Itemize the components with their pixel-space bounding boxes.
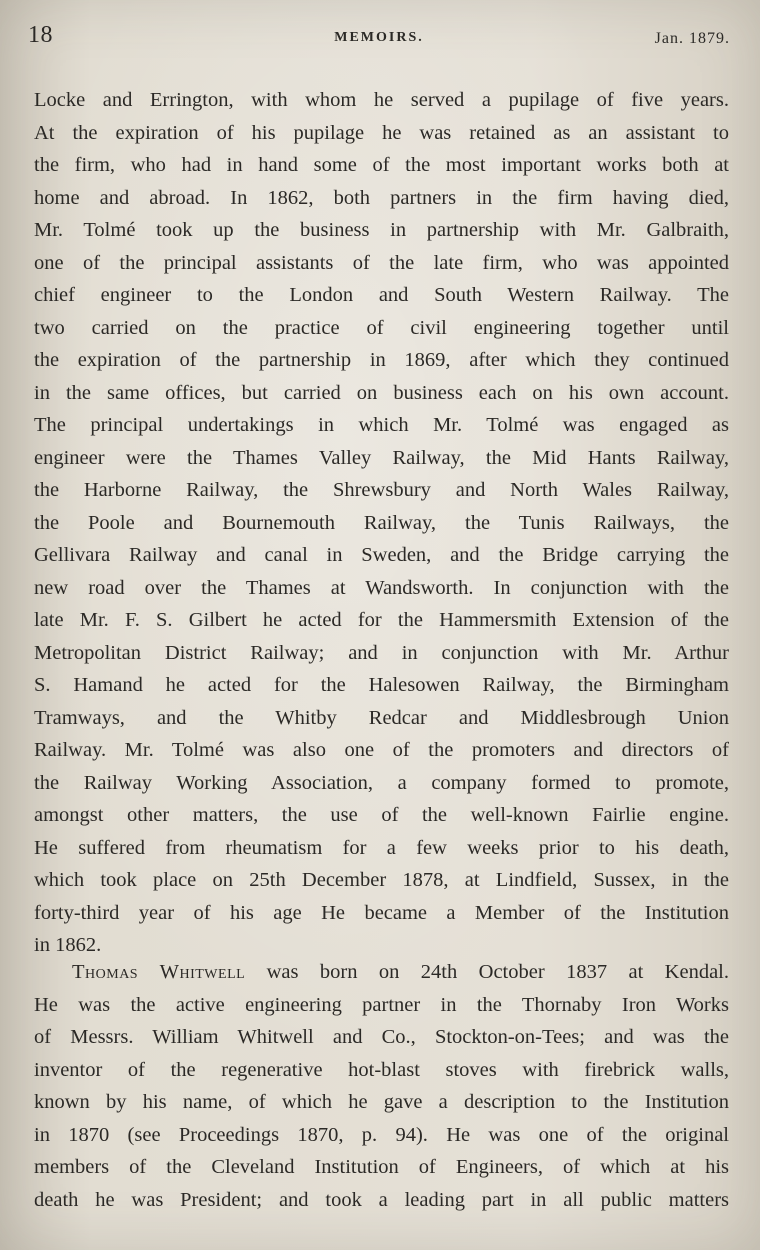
- memoir-subject-name: Thomas Whitwell: [72, 961, 246, 983]
- text-line: known by his name, of which he gave a description to the Institution: [34, 1091, 729, 1113]
- text-line: members of the Cleveland Institution of Engineers, of which at his: [34, 1156, 729, 1178]
- memoir-whitwell-paragraph: [34, 956, 729, 1216]
- text-line: forty-third year of his age He became a Member of the Institution: [34, 901, 729, 924]
- text-line: Metropolitan District Railway; and in conjunction with Mr. Arthur: [34, 641, 729, 664]
- text-line: the expiration of the partnership in 1869, after which they continued: [34, 349, 729, 371]
- text-line: S. Hamand he acted for the Halesowen Railway, the Birmingham: [34, 674, 729, 696]
- text-line: The principal undertakings in which Mr. Tolmé was engaged as: [34, 414, 729, 436]
- text-line: in 1870 (see Proceedings 1870, p. 94). He was one of the original: [34, 1123, 729, 1146]
- memoir-opening-line: [34, 956, 729, 989]
- memoir-tolme-paragraph: [34, 84, 729, 962]
- text-line: the firm, who had in hand some of the most important works both at: [34, 154, 729, 176]
- text-line: of Messrs. William Whitwell and Co., Stockton-on-Tees; and was the: [34, 1026, 729, 1048]
- text-line: home and abroad. In 1862, both partners in the firm having died,: [34, 186, 729, 209]
- text-line: new road over the Thames at Wandsworth. In conjunction with the: [34, 576, 729, 599]
- text-line: He was the active engineering partner in the Thornaby Iron Works: [34, 993, 729, 1016]
- running-head: [28, 22, 730, 56]
- section-title: MEMOIRS.: [334, 30, 424, 45]
- text-line: one of the principal assistants of the late firm, who was appointed: [34, 251, 729, 274]
- text-line: At the expiration of his pupilage he was retained as an assistant to: [34, 121, 729, 144]
- text-line: He suffered from rheumatism for a few weeks prior to his death,: [34, 836, 729, 859]
- text-line: Railway. Mr. Tolmé was also one of the promoters and directors of: [34, 739, 729, 761]
- text-line: chief engineer to the London and South Western Railway. The: [34, 284, 729, 306]
- text-line: Locke and Errington, with whom he served a pupilage of five years.: [34, 89, 729, 111]
- text-line: Mr. Tolmé took up the business in partnership with Mr. Galbraith,: [34, 219, 729, 241]
- text-line: death he was President; and took a leading part in all public matters: [34, 1188, 729, 1211]
- text-line: Gellivara Railway and canal in Sweden, and the Bridge carrying the: [34, 544, 729, 566]
- text-line: the Harborne Railway, the Shrewsbury and North Wales Railway,: [34, 479, 729, 501]
- text-line: which took place on 25th December 1878, at Lindfield, Sussex, in the: [34, 869, 729, 891]
- text-line: the Railway Working Association, a company formed to promote,: [34, 771, 729, 794]
- header-date: Jan. 1879.: [654, 30, 730, 47]
- text-line: engineer were the Thames Valley Railway, the Mid Hants Railway,: [34, 446, 729, 469]
- text-line: the Poole and Bournemouth Railway, the Tunis Railways, the: [34, 511, 729, 534]
- page-number: 18: [28, 22, 53, 48]
- text-line: late Mr. F. S. Gilbert he acted for the Hammersmith Extension of the: [34, 609, 729, 631]
- text-line: two carried on the practice of civil engineering together until: [34, 316, 729, 339]
- text-line: in the same offices, but carried on business each on his own account.: [34, 381, 729, 404]
- text-line: Tramways, and the Whitby Redcar and Middlesbrough Union: [34, 706, 729, 729]
- text-line: amongst other matters, the use of the well-known Fairlie engine.: [34, 804, 729, 826]
- text-line: in 1862.: [34, 934, 102, 956]
- text-line: inventor of the regenerative hot-blast stoves with firebrick walls,: [34, 1058, 729, 1081]
- memoir-opening-text: was born on 24th October 1837 at Kendal.: [266, 961, 729, 983]
